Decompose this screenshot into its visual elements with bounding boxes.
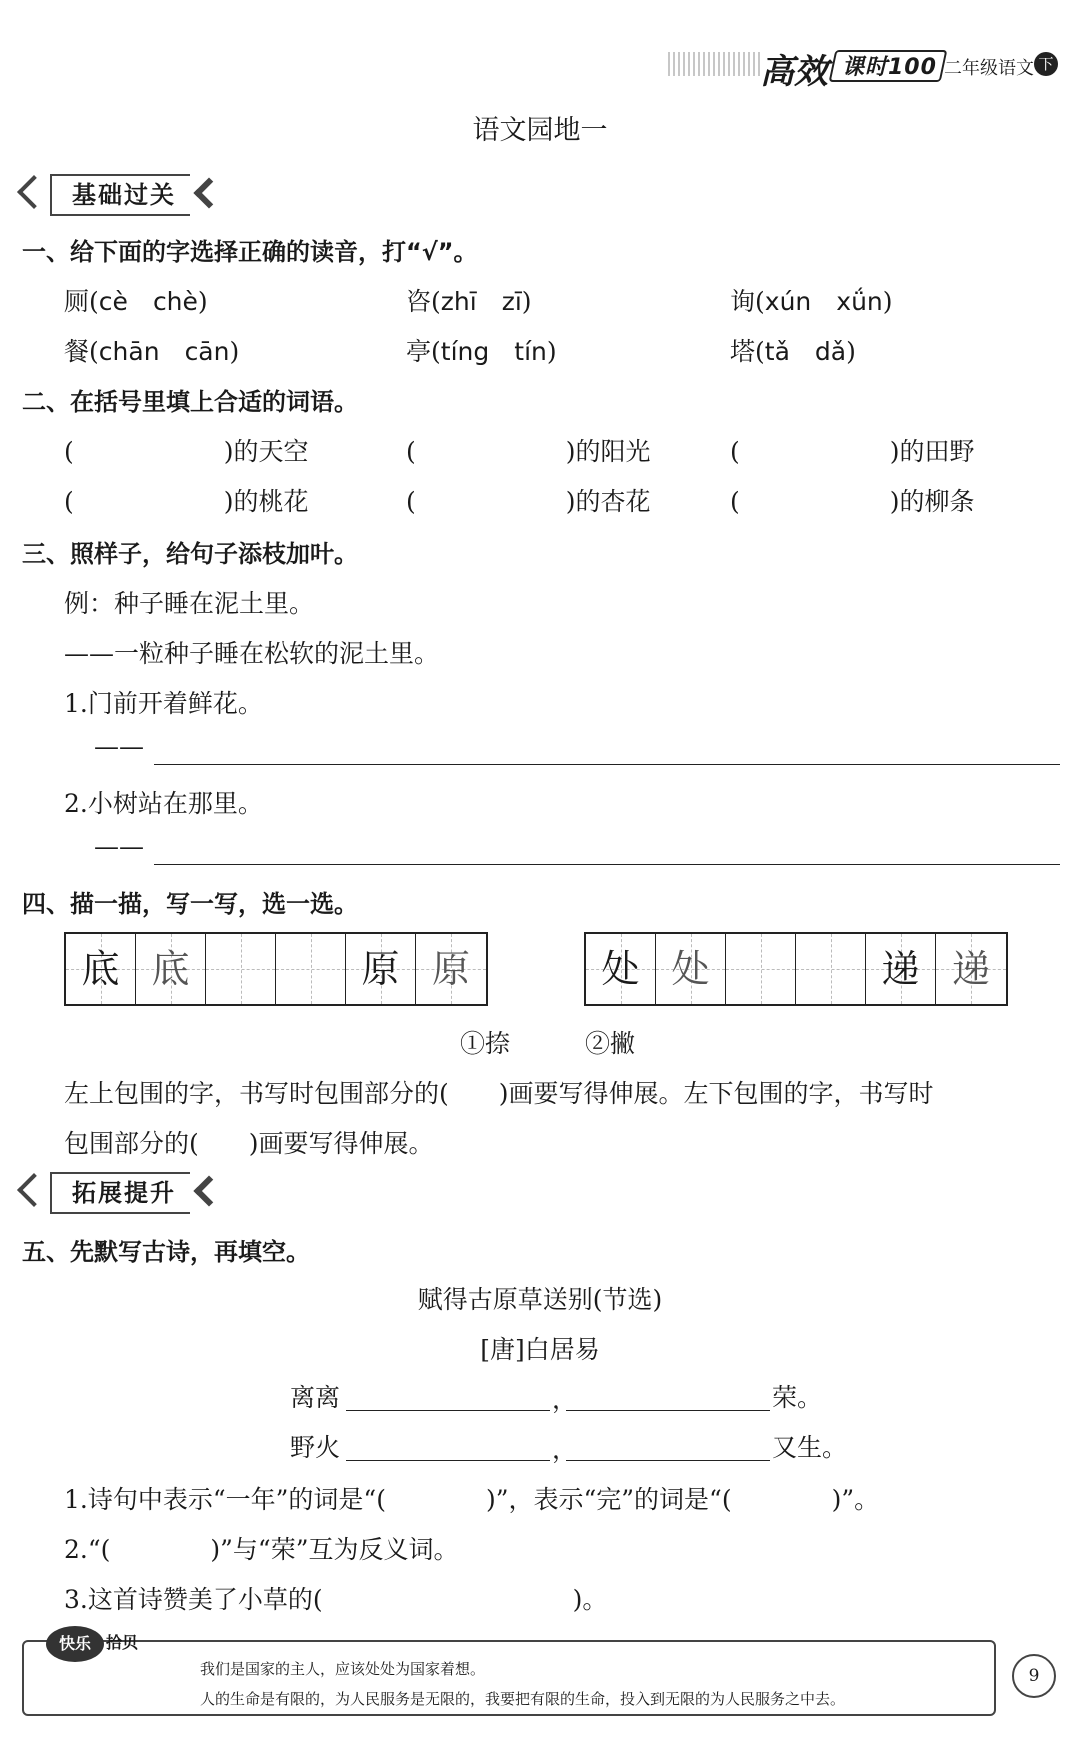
poem-heading <box>0 1280 1080 1316</box>
question-3-title: 三、照样子，给句子添枝加叶。 <box>22 540 358 568</box>
question-2-title: 二、在括号里填上合适的词语。 <box>22 388 358 416</box>
poem-author: [唐]白居易 <box>480 1335 600 1364</box>
footer-quote-line-1: 我们是国家的主人，应该处处为国家着想。 <box>200 1660 486 1678</box>
answer-line-2[interactable] <box>154 864 1060 865</box>
grid-cell[interactable] <box>206 934 276 1004</box>
pinyin-item-6: 塔(tǎ dǎ) <box>730 337 856 366</box>
answer-dash-1: —— <box>94 732 144 761</box>
poem-row2-start: 野火 <box>290 1433 341 1462</box>
poem-comma: ， <box>552 1385 578 1414</box>
fill-phrase-3[interactable]: ( )的田野 <box>730 437 975 466</box>
section-banner-extend <box>22 1172 222 1210</box>
poem-blank[interactable] <box>346 1460 550 1461</box>
poem-question-3: 3.这首诗赞美了小草的( )。 <box>64 1585 608 1614</box>
poem-comma: ， <box>552 1435 578 1464</box>
footer-quote-line-2: 人的生命是有限的，为人民服务是无限的，我要把有限的生命，投入到无限的为人民服务之中去。 <box>200 1690 846 1708</box>
fill-phrase-5[interactable]: ( )的杏花 <box>406 487 651 516</box>
question-5-title: 五、先默写古诗，再填空。 <box>22 1238 310 1266</box>
fill-phrase-1[interactable]: ( )的天空 <box>64 437 309 466</box>
header-grade: 二年级语文 <box>944 58 1034 79</box>
poem-row2-end: 又生。 <box>772 1433 848 1462</box>
example-sentence: 例：种子睡在泥土里。 <box>64 589 315 618</box>
grid-cell[interactable]: 原 <box>416 934 486 1004</box>
poem-title: 赋得古原草送别 <box>417 1285 593 1314</box>
stroke-options: ①捺 ②撇 <box>460 1029 636 1058</box>
grid-cell[interactable]: 递 <box>866 934 936 1004</box>
grid-cell[interactable]: 底 <box>66 934 136 1004</box>
grid-cell[interactable]: 处 <box>586 934 656 1004</box>
q4-fill-line-2: 包围部分的( )画要写得伸展。 <box>64 1129 434 1158</box>
grid-cell[interactable]: 递 <box>936 934 1006 1004</box>
sentence-1: 1.门前开着鲜花。 <box>64 689 263 718</box>
section-label-extend: 拓展提升 <box>50 1172 190 1214</box>
writing-grid-left[interactable] <box>64 932 488 1006</box>
grid-cell[interactable] <box>796 934 866 1004</box>
pinyin-item-1: 厕(cè chè) <box>64 287 208 316</box>
header-series: 课时100 <box>842 55 937 80</box>
poem-note: (节选) <box>592 1285 663 1314</box>
pinyin-item-5: 亭(tíng tín) <box>406 337 557 366</box>
grid-cell[interactable] <box>276 934 346 1004</box>
chevron-left-icon <box>17 175 51 209</box>
pinyin-item-4: 餐(chān cān) <box>64 337 240 366</box>
q4-fill-line-1: 左上包围的字，书写时包围部分的( )画要写得伸展。左下包围的字，书写时 <box>64 1079 934 1108</box>
poem-row1-start: 离离 <box>290 1383 341 1412</box>
sentence-2: 2.小树站在那里。 <box>64 789 263 818</box>
fill-phrase-4[interactable]: ( )的桃花 <box>64 487 309 516</box>
question-1-title: 一、给下面的字选择正确的读音，打“√”。 <box>22 238 478 266</box>
poem-blank[interactable] <box>566 1410 770 1411</box>
answer-line-1[interactable] <box>154 764 1060 765</box>
answer-dash-2: —— <box>94 832 144 861</box>
poem-question-2: 2.“( )”与“荣”互为反义词。 <box>64 1535 459 1564</box>
poem-question-1: 1.诗句中表示“一年”的词是“( )”，表示“完”的词是“( )”。 <box>64 1485 880 1514</box>
poem-blank[interactable] <box>346 1410 550 1411</box>
section-label-basic: 基础过关 <box>50 174 190 216</box>
chevron-left-icon <box>17 1173 51 1207</box>
header-volume-badge: 下 <box>1034 52 1058 76</box>
header-brand: 高效 <box>760 52 828 92</box>
page-number: 9 <box>1012 1654 1056 1698</box>
pinyin-item-2: 咨(zhī zī) <box>406 287 532 316</box>
chevron-left-icon <box>193 177 224 208</box>
grid-cell[interactable]: 处 <box>656 934 726 1004</box>
footer-label: 拾贝 <box>106 1633 139 1652</box>
example-answer: ——一粒种子睡在松软的泥土里。 <box>64 639 440 668</box>
poem-blank[interactable] <box>566 1460 770 1461</box>
page-title: 语文园地一 <box>472 115 608 146</box>
question-4-title: 四、描一描，写一写，选一选。 <box>22 890 358 918</box>
footer-bubble: 快乐 <box>46 1626 104 1662</box>
poem-row1-end: 荣。 <box>772 1383 823 1412</box>
section-banner-basic <box>22 174 222 212</box>
grid-cell[interactable]: 原 <box>346 934 416 1004</box>
fill-phrase-2[interactable]: ( )的阳光 <box>406 437 651 466</box>
grid-cell[interactable] <box>726 934 796 1004</box>
pinyin-item-3: 询(xún xǘn) <box>730 287 893 316</box>
grid-cell[interactable]: 底 <box>136 934 206 1004</box>
fill-phrase-6[interactable]: ( )的柳条 <box>730 487 975 516</box>
chevron-left-icon <box>193 1175 224 1206</box>
header-decoration <box>668 52 760 76</box>
writing-grid-right[interactable] <box>584 932 1008 1006</box>
